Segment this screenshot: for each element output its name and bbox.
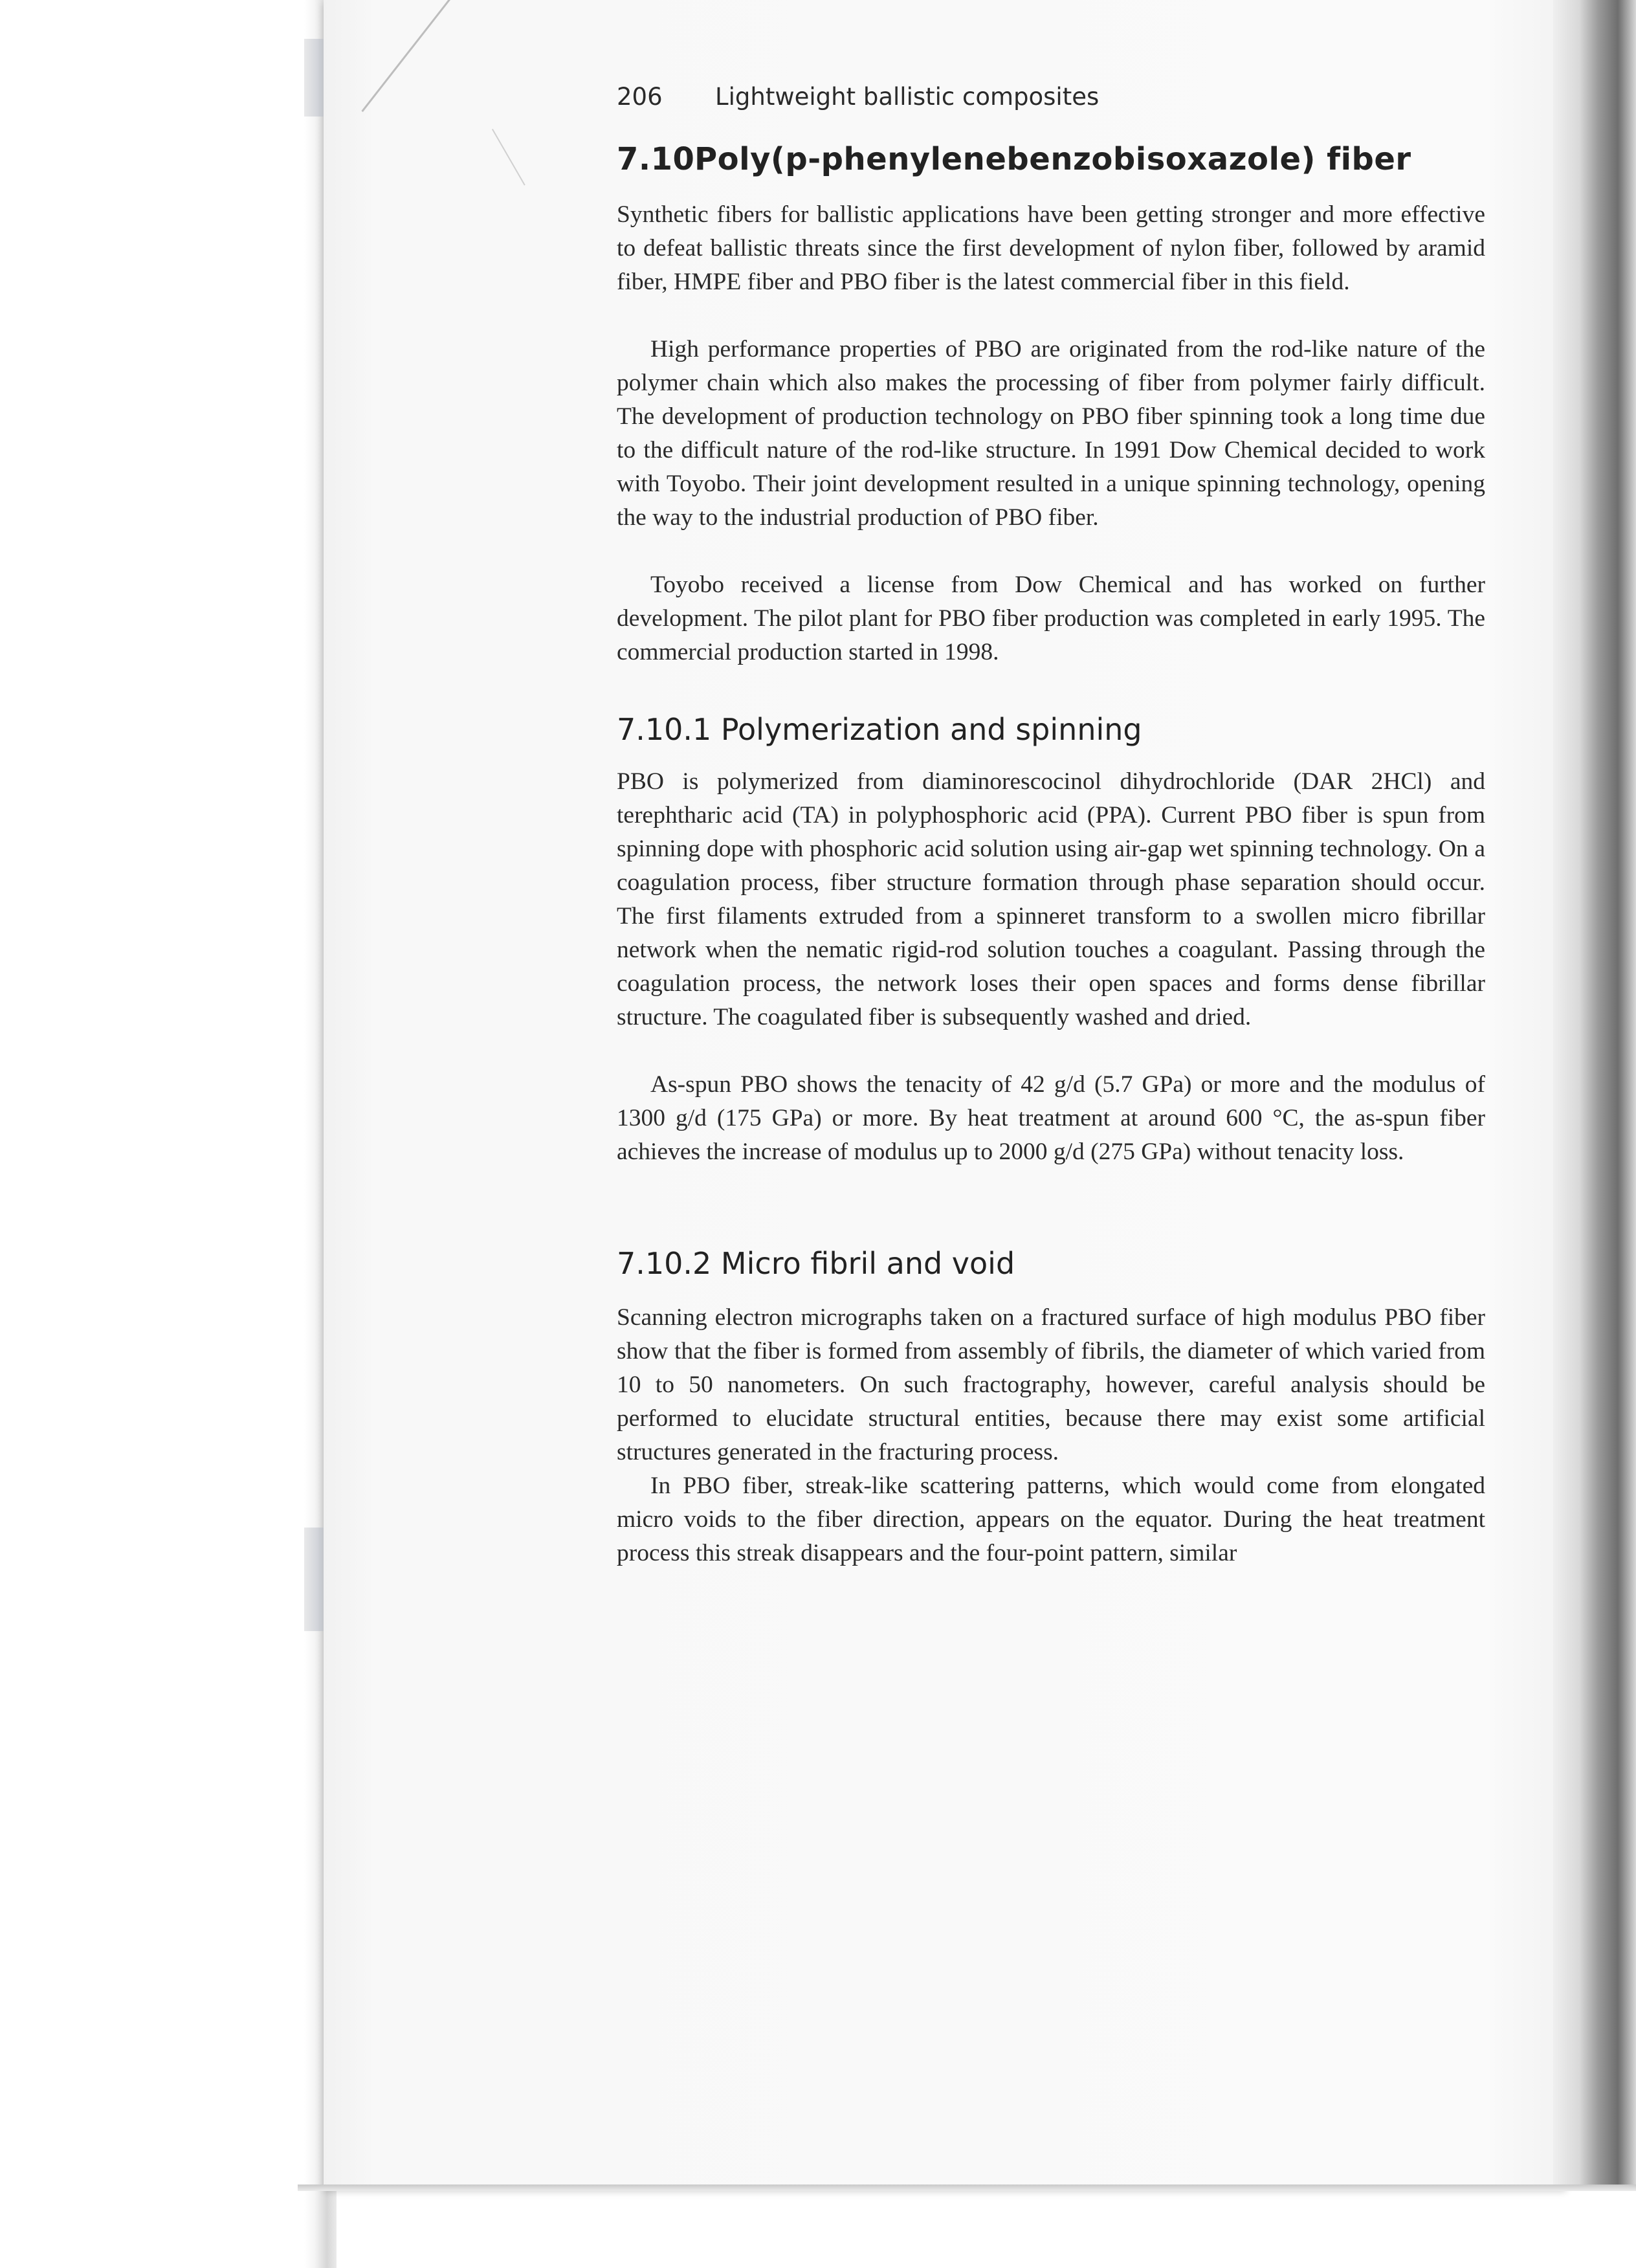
section-number: 7.10 bbox=[617, 141, 695, 177]
section-title: Poly(p-phenylenebenzobisoxazole) fiber bbox=[694, 141, 1411, 177]
binding-gutter bbox=[0, 0, 337, 2268]
subsection2-paragraph-1: Scanning electron micrographs taken on a fractured surface of high modulus PBO fiber show that the fiber is formed from assembly of fibrils, the diameter of which varied from 10 to 50 nanometers. On such fractography, however, careful analysis should be performed to elucidate structural entities, because there may exist some artificial structures generated in the fracturing process. bbox=[617, 1304, 1485, 1465]
section-paragraph-3: Toyobo received a license from Dow Chemical and has worked on further development. The pilot plant for PBO fiber production was completed in early 1995. The commercial production started in 1998. bbox=[617, 572, 1485, 665]
subsection-heading-7-10-1: 7.10.1 Polymerization and spinning bbox=[617, 712, 1142, 747]
running-title: Lightweight ballistic composites bbox=[715, 83, 1100, 111]
subsection1-paragraph-1: PBO is polymerized from diaminorescocinol dihydrochloride (DAR 2HCl) and terephtharic acid (TA) in polyphosphoric acid (PPA). Current PBO fiber is spun from spinning dope with phosphoric acid solution using air-gap wet spinning technology. On a coagulation process, fiber structure formation through phase separation should occur. The first filaments extruded from a spinneret transform to a swollen micro fibrillar network when the nematic rigid-rod solution touches a coagulant. Passing through the coagulation process, the network loses their open spaces and forms dense fibrillar structure. The coagulated fiber is subsequently washed and dried. bbox=[617, 768, 1485, 1030]
section-paragraph-1: Synthetic fibers for ballistic applications have been getting stronger and more effective to defeat ballistic threats since the first development of nylon fiber, followed by aramid fiber, HMPE fiber and PBO fiber is the latest commercial fiber in this field. bbox=[617, 201, 1485, 295]
subsection2-paragraph-2: In PBO fiber, streak-like scattering patterns, which would come from elongated micro voids to the fiber direction, appears on the equator. During the heat treatment process this streak disappears and the four-point pattern, similar bbox=[617, 1473, 1485, 1566]
subsection1-paragraph-2: As-spun PBO shows the tenacity of 42 g/d (5.7 GPa) or more and the modulus of 1300 g/d (175 GPa) or more. By heat treatment at around 600 °C, the as-spun fiber achieves the increase of modulus up to 2000 g/d (275 GPa) without tenacity loss. bbox=[617, 1071, 1485, 1165]
page-number: 206 bbox=[617, 83, 663, 111]
subsection-heading-7-10-2: 7.10.2 Micro fibril and void bbox=[617, 1246, 1015, 1281]
section-heading bbox=[617, 141, 1411, 177]
running-header bbox=[617, 83, 1099, 111]
section-paragraph-2: High performance properties of PBO are originated from the rod-like nature of the polymer chain which also makes the processing of fiber from polymer fairly difficult. The development of production technology on PBO fiber spinning took a long time due to the difficult nature of the rod-like structure. In 1991 Dow Chemical decided to work with Toyobo. Their joint development resulted in a unique spinning technology, opening the way to the industrial production of PBO fiber. bbox=[617, 336, 1485, 531]
page-bottom-edge bbox=[298, 2185, 1636, 2191]
facing-page-edge bbox=[1553, 0, 1636, 2188]
